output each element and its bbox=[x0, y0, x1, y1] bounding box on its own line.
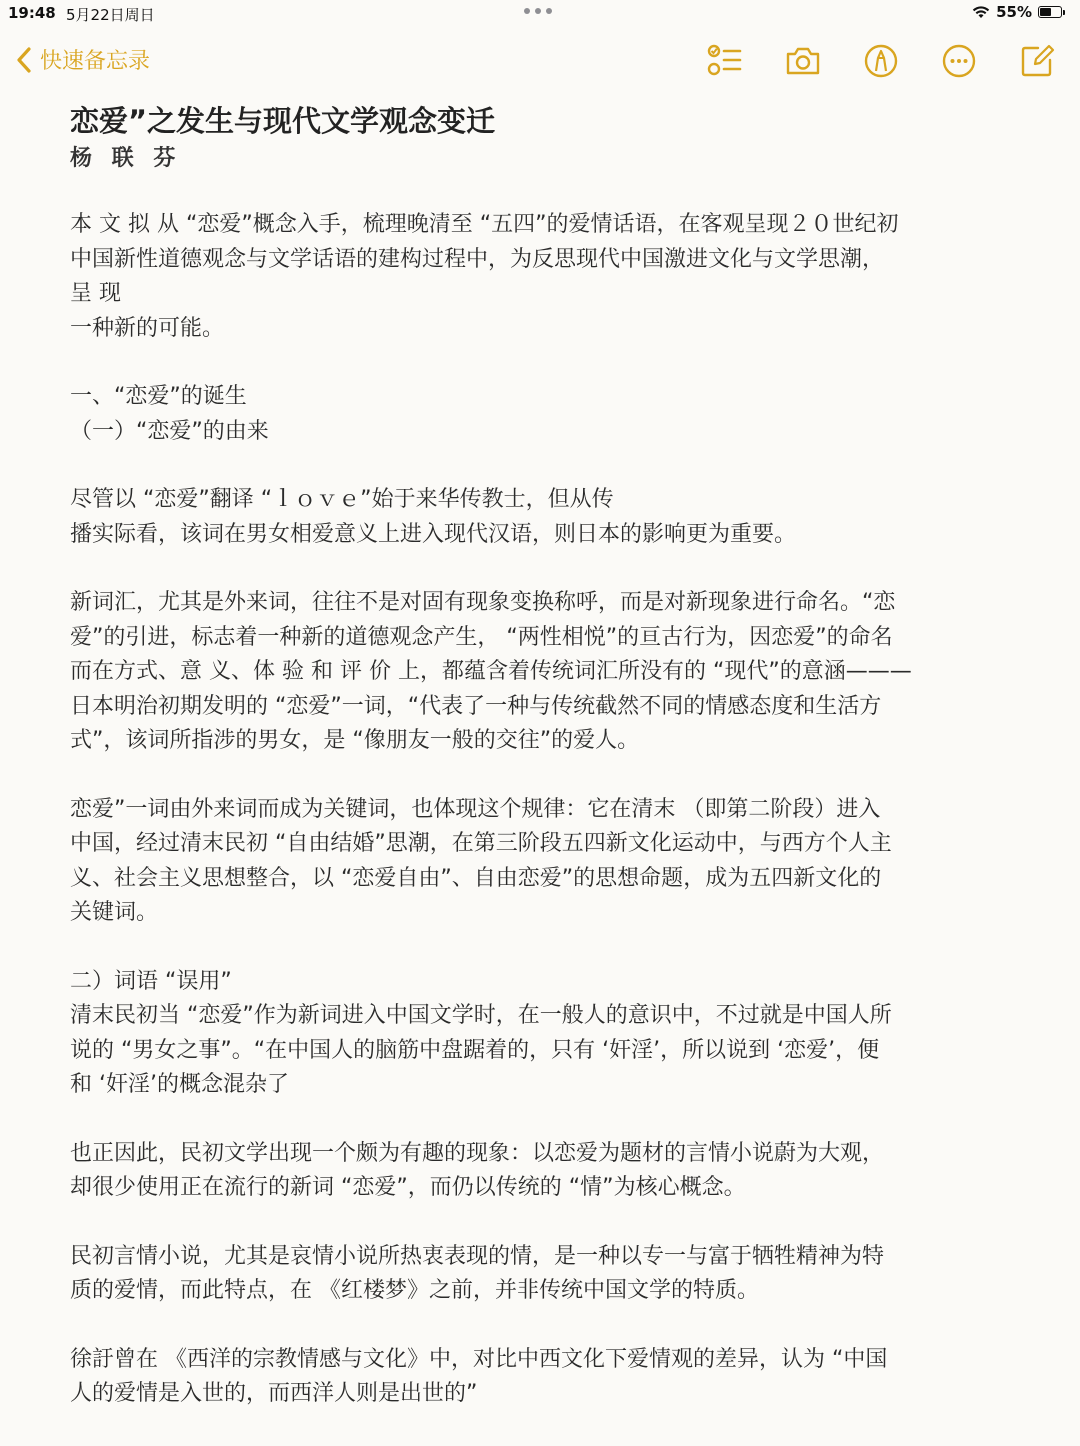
text-line: 恋爱”一词由外来词而成为关键词，也体现这个规律：它在清末 （即第二阶段）进入 bbox=[70, 796, 881, 822]
paragraph[interactable] bbox=[70, 793, 1020, 931]
text-line: 徐訏曾在 《西洋的宗教情感与文化》中，对比中西文化下爱情观的差异，认为 “中国 bbox=[70, 1346, 888, 1372]
text-line: 二）词语 “误用” bbox=[70, 968, 232, 994]
text-line: 质的爱情，而此特点，在 《红楼梦》之前，并非传统中国文学的特质。 bbox=[70, 1278, 759, 1303]
text-line: 也正因此，民初文学出现一个颇为有趣的现象：以恋爱为题材的言情小说蔚为大观， bbox=[70, 1140, 885, 1166]
text-line: 播实际看，该词在男女相爱意义上进入现代汉语，则日本的影响更为重要。 bbox=[70, 521, 797, 547]
more-icon[interactable] bbox=[940, 42, 978, 80]
text-line: 尽管以 “恋爱”翻译 “ｌｏｖｅ”始于来华传教士，但从传 bbox=[70, 487, 614, 512]
paragraph[interactable] bbox=[70, 586, 1020, 759]
text-line: 清末民初当 “恋爱”作为新词进入中国文学时，在一般人的意识中，不过就是中国人所 bbox=[70, 1003, 892, 1028]
toolbar bbox=[0, 38, 1080, 84]
text-line: 说的 “男女之事”。“在中国人的脑筋中盘踞着的，只有 ‘奸淫’，所以说到 ‘恋爱’，便 bbox=[70, 1037, 880, 1063]
status-right bbox=[972, 3, 1066, 21]
camera-icon[interactable] bbox=[784, 42, 822, 80]
multitasking-dots-icon[interactable] bbox=[524, 8, 552, 14]
checklist-icon[interactable] bbox=[706, 42, 744, 80]
text-line: 和 ‘奸淫’的概念混杂了 bbox=[70, 1072, 289, 1097]
status-date: 5月22日周日 bbox=[66, 6, 155, 24]
text-line: 却很少使用正在流行的新词 “恋爱”，而仍以传统的 “情”为核心概念。 bbox=[70, 1175, 746, 1200]
text-line: 爱”的引进，标志着一种新的道德观念产生， “两性相悦”的亘古行为，因恋爱”的命名 bbox=[70, 624, 893, 650]
paragraph[interactable] bbox=[70, 965, 1020, 1103]
text-line: （一）“恋爱”的由来 bbox=[70, 418, 269, 444]
back-label: 快速备忘录 bbox=[40, 49, 151, 74]
paragraph[interactable] bbox=[70, 208, 1020, 346]
paragraph[interactable] bbox=[70, 483, 1020, 552]
note-author[interactable]: 杨 联 芬 bbox=[70, 146, 182, 171]
note-body[interactable] bbox=[70, 208, 1020, 1412]
wifi-icon bbox=[972, 5, 990, 19]
paragraph[interactable] bbox=[70, 1240, 1020, 1309]
compose-icon[interactable] bbox=[1018, 42, 1056, 80]
text-line: 关键词。 bbox=[70, 900, 159, 925]
paragraph[interactable] bbox=[70, 1137, 1020, 1206]
text-line: 民初言情小说，尤其是哀情小说所热衷表现的情，是一种以专一与富于牺牲精神为特 bbox=[70, 1243, 885, 1269]
text-line: 中国新性道德观念与文学话语的建构过程中，为反思现代中国激进文化与文学思潮， bbox=[70, 246, 885, 272]
battery-percent: 55% bbox=[996, 3, 1032, 21]
text-line: 本 文 拟 从 “恋爱”概念入手，梳理晚清至 “五四”的爱情话语，在客观呈现２０世纪初 bbox=[70, 212, 899, 237]
text-line: 式”，该词所指涉的男女，是 “像朋友一般的交往”的爱人。 bbox=[70, 728, 640, 753]
text-line: 一、“恋爱”的诞生 bbox=[70, 384, 247, 409]
text-line: 人的爱情是入世的，而西洋人则是出世的” bbox=[70, 1381, 478, 1406]
back-button[interactable] bbox=[16, 44, 150, 75]
status-time: 19:48 bbox=[8, 4, 56, 22]
text-line: 新词汇，尤其是外来词，往往不是对固有现象变换称呼，而是对新现象进行命名。“恋 bbox=[70, 590, 896, 615]
chevron-left-icon bbox=[16, 47, 32, 73]
markup-pen-icon[interactable] bbox=[862, 42, 900, 80]
note-title[interactable]: 恋爱”之发生与现代文学观念变迁 bbox=[70, 104, 496, 138]
battery-icon bbox=[1038, 6, 1066, 19]
text-line: 中国，经过清末民初 “自由结婚”思潮，在第三阶段五四新文化运动中，与西方个人主 bbox=[70, 831, 892, 856]
tool-icons bbox=[706, 42, 1056, 80]
text-line: 一种新的可能。 bbox=[70, 315, 225, 341]
paragraph[interactable] bbox=[70, 1343, 1020, 1412]
section-heading[interactable] bbox=[70, 380, 1020, 449]
note-content[interactable] bbox=[70, 100, 1020, 1446]
text-line: 日本明治初期发明的 “恋爱”一词，“代表了一种与传统截然不同的情感态度和生活方 bbox=[70, 693, 882, 719]
text-line: 而在方式、意 义、体 验 和 评 价 上，都蕴含着传统词汇所没有的 “现代”的意涵——— bbox=[70, 659, 912, 684]
text-line: 呈 现 bbox=[70, 281, 121, 306]
status-bar bbox=[0, 0, 1080, 28]
text-line: 义、社会主义思想整合，以 “恋爱自由”、自由恋爱”的思想命题，成为五四新文化的 bbox=[70, 865, 882, 891]
battery-fill bbox=[1040, 8, 1051, 16]
